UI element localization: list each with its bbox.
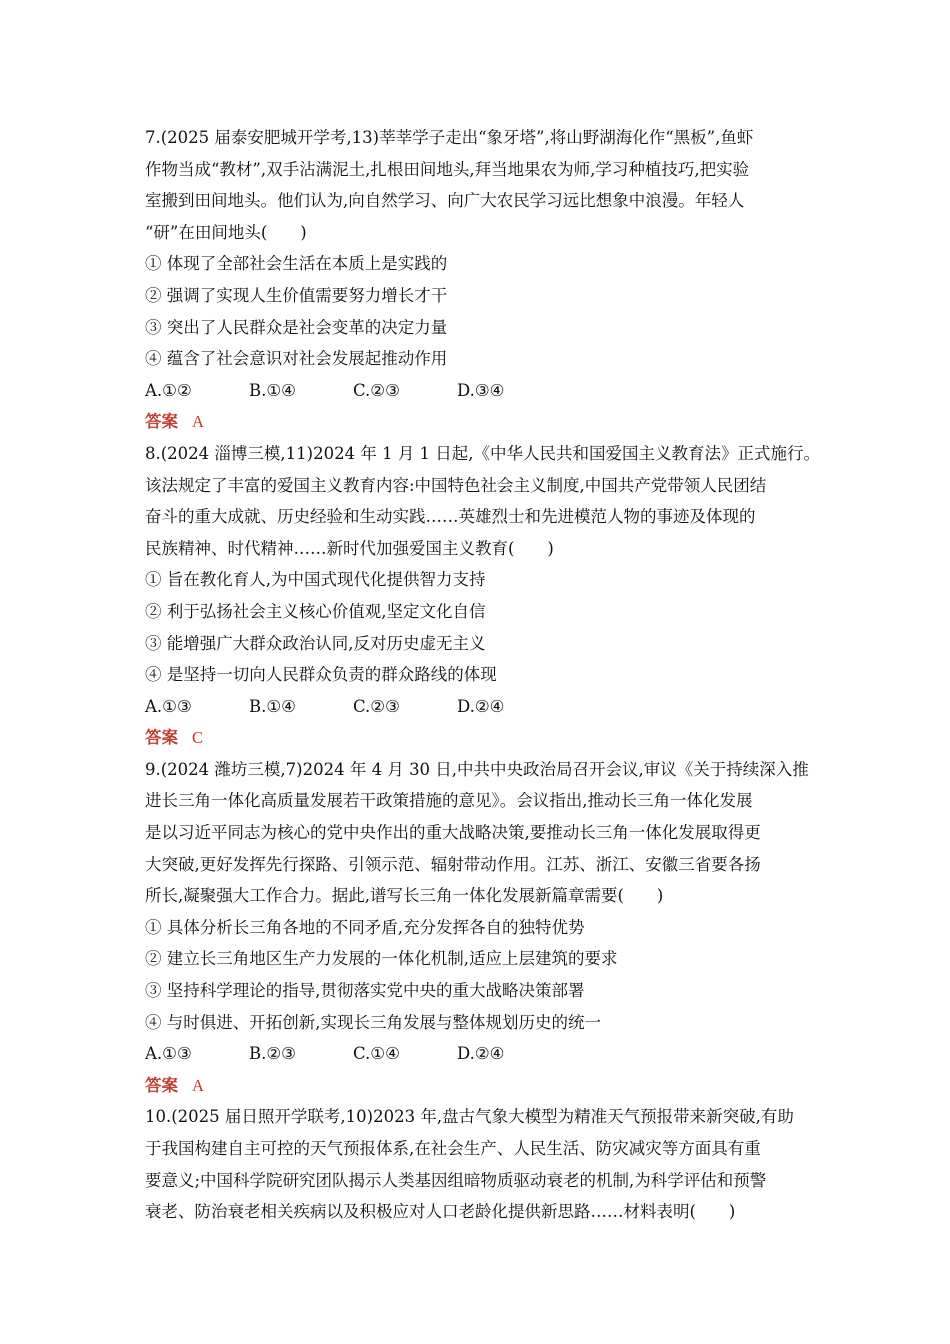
question-stem-line: 该法规定了丰富的爱国主义教育内容:中国特色社会主义制度,中国共产党带领人民团结: [145, 475, 767, 495]
statement-item: ② 建立长三角地区生产力发展的一体化机制,适应上层建筑的要求: [145, 949, 618, 969]
statement-item: ④ 与时俱进、开拓创新,实现长三角发展与整体规划历史的统一: [145, 1012, 601, 1032]
answer-line: [145, 722, 807, 754]
answer-value: C: [192, 728, 204, 748]
answer-options: [145, 375, 807, 407]
option-choice: C.②③: [353, 696, 400, 716]
question-stem-line: 要意义;中国科学院研究团队揭示人类基因组暗物质驱动衰老的机制,为科学评估和预警: [145, 1170, 767, 1190]
statement-item: ① 旨在教化育人,为中国式现代化提供智力支持: [145, 570, 486, 590]
question-stem-line: 所长,凝聚强大工作合力。据此,谱写长三角一体化发展新篇章需要( ): [145, 886, 664, 906]
option-choice: A.①③: [145, 696, 192, 716]
option-choice: B.①④: [249, 696, 296, 716]
answer-value: A: [192, 1075, 204, 1095]
answer-label: 答案: [145, 412, 178, 432]
answer-line: [145, 1070, 807, 1102]
answer-label: 答案: [145, 728, 178, 748]
answer-line: [145, 406, 807, 438]
statement-item: ② 强调了实现人生价值需要努力增长才干: [145, 285, 448, 305]
statement-item: ③ 突出了人民群众是社会变革的决定力量: [145, 317, 448, 337]
question-8: [145, 438, 821, 754]
question-stem-line: 于我国构建自主可控的天气预报体系,在社会生产、人民生活、防灾减灾等方面具有重: [145, 1139, 761, 1158]
option-choice: A.①③: [145, 1044, 192, 1064]
question-stem-line: 8.(2024 淄博三模,11)2024 年 1 月 1 日起,《中华人民共和国爱国主义教育法》正式施行。: [145, 443, 821, 463]
question-9: [145, 754, 807, 1102]
option-choice: A.①②: [145, 380, 192, 400]
question-stem-line: 7.(2025 届泰安肥城开学考,13)莘莘学子走出“象牙塔”,将山野湖海化作“黑板”,鱼虾: [145, 128, 754, 147]
question-stem-line: 奋斗的重大成就、历史经验和生动实践……英雄烈士和先进模范人物的事迹及体现的: [145, 507, 756, 527]
statement-item: ④ 蕴含了社会意识对社会发展起推动作用: [145, 349, 448, 369]
option-choice: D.②④: [457, 696, 505, 716]
option-choice: D.③④: [457, 380, 505, 400]
question-stem-line: 作物当成“教材”,双手沾满泥土,扎根田间地头,拜当地果农为师,学习种植技巧,把实验: [145, 159, 750, 179]
option-choice: B.②③: [249, 1044, 296, 1064]
statement-item: ③ 能增强广大群众政治认同,反对历史虚无主义: [145, 633, 486, 653]
question-list: [145, 122, 821, 1228]
question-stem-line: 9.(2024 潍坊三模,7)2024 年 4 月 30 日,中共中央政治局召开会议,审议《关于持续深入推: [145, 759, 809, 779]
question-stem-line: 大突破,更好发挥先行探路、引领示范、辐射带动作用。江苏、浙江、安徽三省要各扬: [145, 854, 761, 874]
question-stem-line: 10.(2025 届日照开学联考,10)2023 年,盘古气象大模型为精准天气预报带来新突破,有助: [145, 1107, 794, 1127]
question-stem-line: 是以习近平同志为核心的党中央作出的重大战略决策,要推动长三角一体化发展取得更: [145, 823, 761, 843]
statement-item: ① 体现了全部社会生活在本质上是实践的: [145, 254, 448, 274]
question-10: [145, 1101, 807, 1227]
option-choice: B.①④: [249, 380, 296, 400]
statement-item: ③ 坚持科学理论的指导,贯彻落实党中央的重大战略决策部署: [145, 981, 585, 1001]
answer-value: A: [192, 412, 204, 432]
statement-item: ④ 是坚持一切向人民群众负责的群众路线的体现: [145, 665, 497, 685]
option-choice: C.①④: [353, 1044, 400, 1064]
statement-item: ① 具体分析长三角各地的不同矛盾,充分发挥各自的独特优势: [145, 917, 585, 937]
question-stem-line: 民族精神、时代精神……新时代加强爱国主义教育( ): [145, 538, 554, 558]
question-stem-line: “研”在田间地头( ): [145, 222, 307, 242]
option-choice: D.②④: [457, 1044, 505, 1064]
question-stem-line: 进长三角一体化高质量发展若干政策措施的意见》。会议指出,推动长三角一体化发展: [145, 791, 753, 811]
option-choice: C.②③: [353, 380, 400, 400]
statement-item: ② 利于弘扬社会主义核心价值观,坚定文化自信: [145, 601, 486, 621]
question-stem-line: 衰老、防治衰老相关疾病以及积极应对人口老龄化提供新思路……材料表明( ): [145, 1202, 736, 1222]
question-stem-line: 室搬到田间地头。他们认为,向自然学习、向广大农民学习远比想象中浪漫。年轻人: [145, 191, 745, 211]
answer-options: [145, 1038, 807, 1070]
answer-label: 答案: [145, 1075, 178, 1095]
question-7: [145, 122, 807, 438]
answer-options: [145, 691, 807, 723]
